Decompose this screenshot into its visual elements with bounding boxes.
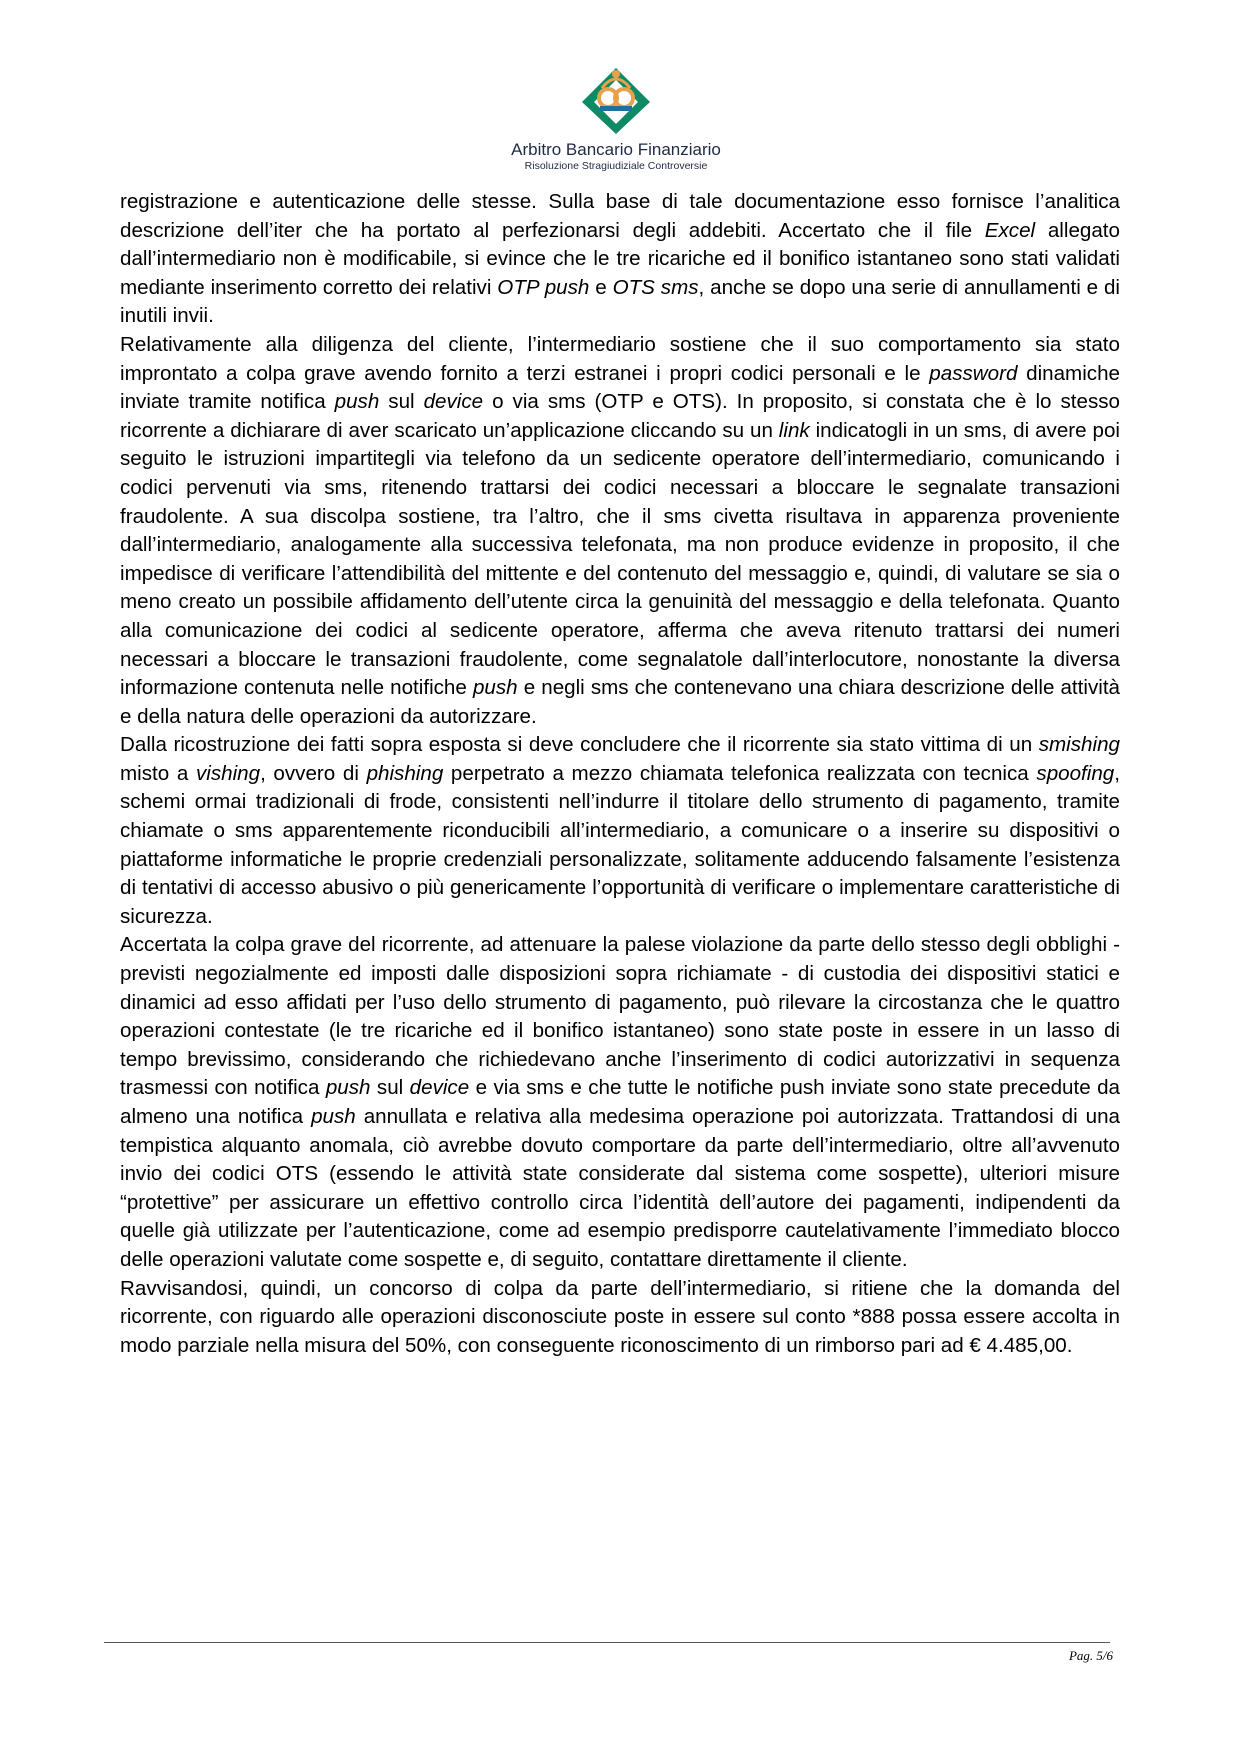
paragraph: Relativamente alla diligenza del cliente, l’intermediario sostiene che il suo comportamento sia stato improntato a colpa grave avendo fornito a terzi estranei i propri codici personali e le password dinamiche inviate tramite notifica push sul device o via sms (OTP e OTS). In proposito, si constata che è lo stesso ricorrente a dichiarare di aver scaricato un’applicazione cliccando su un link indicatogli in un sms, di avere poi seguito le istruzioni impartitegli via telefono da un sedicente operatore dell’intermediario, comunicando i codici pervenuti via sms, ritenendo trattarsi dei codici necessari a bloccare le segnalate transazioni fraudolente. A sua discolpa sostiene, tra l’altro, che il sms civetta risultava in apparenza proveniente dall’intermediario, analogamente alla successiva telefonata, ma non produce evidenze in proposito, il che impedisce di verificare l’attendibilità del mittente e del contenuto del messaggio e, quindi, di valutare se sia o meno creato un possibile affidamento dell’utente circa la genuinità del messaggio e della telefonata. Quanto alla comunicazione dei codici al sedicente operatore, afferma che aveva ritenuto trattarsi dei numeri necessari a bloccare le transazioni fraudolente, come segnalatole dall’interlocutore, nonostante la diversa informazione contenuta nelle notifiche push e negli sms che contenevano una chiara descrizione delle attività e della natura delle operazioni da autorizzare. <box>120 332 1120 728</box>
page-number: Pag. 5/6 <box>1068 1648 1113 1663</box>
logo-title: Arbitro Bancario Finanziario <box>511 140 721 159</box>
paragraph: registrazione e autenticazione delle stesse. Sulla base di tale documentazione esso fornisce l’analitica descrizione dell’iter che ha portato al perfezionarsi degli addebiti. Accertato che il file Excel allegato dall’intermediario non è modificabile, si evince che le tre ricariche ed il bonifico istantaneo sono stati validati mediante inserimento corretto dei relativi OTP push e OTS sms, anche se dopo una serie di annullamenti e di inutili invii. <box>120 190 1120 328</box>
paragraph: Ravvisandosi, quindi, un concorso di colpa da parte dell’intermediario, si ritiene che la domanda del ricorrente, con riguardo alle operazioni disconosciute poste in essere sul conto *888 possa essere accolta in modo parziale nella misura del 50%, con conseguente riconoscimento di un rimborso pari ad € 4.485,00. <box>120 1276 1120 1357</box>
paragraph: Dalla ricostruzione dei fatti sopra esposta si deve concludere che il ricorrente sia stato vittima di un smishing misto a vishing, ovvero di phishing perpetrato a mezzo chiamata telefonica realizzata con tecnica spoofing, schemi ormai tradizionali di frode, consistenti nell’indurre il titolare dello strumento di pagamento, tramite chiamate o sms apparentemente riconducibili all’intermediario, a comunicare o a inserire su dispositivi o piattaforme informatiche le proprie credenziali personalizzate, solitamente adducendo falsamente l’esistenza di tentativi di accesso abusivo o più genericamente l’opportunità di verificare o implementare caratteristiche di sicurezza. <box>120 733 1120 928</box>
logo-subtitle: Risoluzione Stragiudiziale Controversie <box>524 160 708 172</box>
abf-logo-icon <box>578 62 654 136</box>
paragraph: Accertata la colpa grave del ricorrente, ad attenuare la palese violazione da parte dello stesso degli obblighi - previsti negozialmente ed imposti dalle disposizioni sopra richiamate - di custodia dei dispositivi statici e dinamici ad esso affidati per l’uso dello strumento di pagamento, può rilevare la circostanza che le quattro operazioni contestate (le tre ricariche ed il bonifico istantaneo) sono state poste in essere in un lasso di tempo brevissimo, considerando che richiedevano anche l’inserimento di codici autorizzativi in sequenza trasmessi con notifica push sul device e via sms e che tutte le notifiche push inviate sono state precedute da almeno una notifica push annullata e relativa alla medesima operazione poi autorizzata. Trattandosi di una tempistica alquanto anomala, ciò avrebbe dovuto comportare da parte dell’intermediario, oltre all’avvenuto invio dei codici OTS (essendo le attività state considerate dal sistema come sospette), ulteriori misure “protettive” per assicurare un effettivo controllo circa l’identità dell’autore dei pagamenti, indipendenti da quelle già utilizzate per l’autenticazione, come ad esempio predisporre cautelativamente l’immediato blocco delle operazioni valutate come sospette e, di seguito, contattare direttamente il cliente. <box>120 933 1120 1271</box>
header-logo <box>505 62 727 182</box>
footer-divider <box>104 1642 1110 1643</box>
document-body <box>120 188 1120 1360</box>
